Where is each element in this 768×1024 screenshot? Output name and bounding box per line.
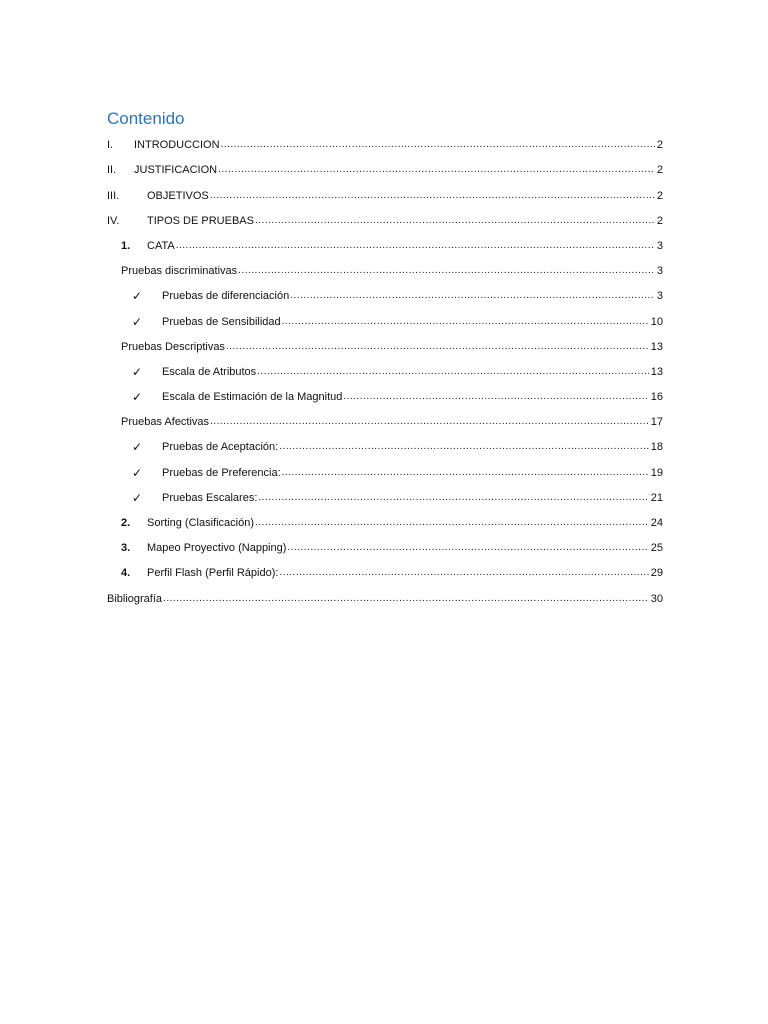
toc-label: Mapeo Proyectivo (Napping): [147, 542, 287, 555]
toc-title: Contenido: [107, 109, 185, 128]
toc-page-number: 10: [650, 315, 663, 328]
toc-entry-bibliografia[interactable]: [107, 584, 663, 609]
toc-label: TIPOS DE PRUEBAS: [147, 214, 254, 227]
dot-leader: [282, 462, 649, 484]
toc-entry-pruebas-discriminativas[interactable]: [107, 257, 663, 282]
toc-page-number: 25: [650, 542, 663, 555]
dot-leader: [279, 562, 648, 584]
dot-leader: [221, 134, 655, 156]
toc-entry-pruebas-descriptivas[interactable]: [107, 333, 663, 358]
toc-label: Bibliografía: [107, 592, 163, 605]
table-of-contents: [107, 131, 663, 610]
toc-label: INTRODUCCION: [134, 139, 220, 152]
toc-entry-escala-de-estimacion-de-la-magnitud[interactable]: [107, 383, 663, 408]
toc-entry-introduccion[interactable]: [107, 131, 663, 156]
checkmark-icon: ✓: [132, 490, 143, 505]
checkmark-icon: ✓: [132, 314, 143, 329]
toc-entry-escala-de-atributos[interactable]: [107, 358, 663, 383]
toc-entry-objetivos[interactable]: [107, 181, 663, 206]
toc-entry-mapeo-proyectivo[interactable]: [107, 534, 663, 559]
toc-label: Pruebas Descriptivas: [121, 340, 225, 353]
dot-leader: [282, 311, 649, 333]
toc-page-number: 13: [650, 340, 663, 353]
toc-marker: IV.: [107, 214, 120, 227]
toc-entry-tipos-de-pruebas[interactable]: [107, 207, 663, 232]
dot-leader: [255, 210, 655, 232]
toc-label: Pruebas de Sensibilidad: [162, 315, 281, 328]
toc-page-number: 24: [650, 517, 663, 529]
dot-leader: [255, 512, 649, 534]
toc-entry-perfil-flash[interactable]: [107, 559, 663, 584]
toc-entry-cata[interactable]: [107, 232, 663, 257]
toc-entry-pruebas-de-aceptacion[interactable]: [107, 433, 663, 458]
toc-entry-justificacion[interactable]: [107, 156, 663, 181]
toc-label: Pruebas de Preferencia:: [162, 466, 281, 479]
toc-marker: III.: [107, 189, 120, 202]
toc-marker: 3.: [121, 542, 131, 555]
dot-leader: [226, 336, 649, 358]
toc-entry-pruebas-escalares[interactable]: [107, 484, 663, 509]
toc-label: Escala de Atributos: [162, 365, 257, 378]
toc-page-number: 30: [650, 592, 663, 605]
toc-page-number: 13: [650, 365, 663, 378]
checkmark-icon: ✓: [132, 440, 143, 455]
dot-leader: [258, 487, 648, 509]
toc-page-number: 2: [656, 139, 663, 152]
toc-page-number: 3: [656, 239, 663, 252]
dot-leader: [210, 411, 649, 433]
toc-entry-pruebas-de-preferencia[interactable]: [107, 458, 663, 483]
toc-marker: I.: [107, 139, 114, 152]
toc-marker: 4.: [121, 567, 131, 580]
toc-label: OBJETIVOS: [147, 189, 209, 202]
dot-leader: [290, 285, 655, 307]
toc-label: Pruebas de diferenciación: [162, 290, 290, 303]
toc-page-number: 17: [650, 416, 663, 429]
toc-page-number: 16: [650, 391, 663, 404]
dot-leader: [343, 386, 648, 408]
toc-page-number: 19: [650, 466, 663, 479]
toc-page-number: 29: [650, 567, 663, 580]
dot-leader: [163, 588, 649, 610]
toc-page-number: 18: [650, 441, 663, 454]
toc-page-number: 2: [656, 164, 663, 177]
toc-page-number: 3: [656, 265, 663, 278]
toc-page-number: 2: [656, 189, 663, 202]
toc-page-number: 21: [650, 491, 663, 504]
toc-label: CATA: [147, 239, 175, 252]
toc-label: Pruebas discriminativas: [121, 265, 238, 278]
toc-page-number: 3: [656, 290, 663, 303]
checkmark-icon: ✓: [132, 390, 143, 405]
checkmark-icon: ✓: [132, 364, 143, 379]
toc-marker: 1.: [121, 239, 131, 252]
toc-entry-pruebas-de-sensibilidad[interactable]: [107, 307, 663, 332]
dot-leader: [176, 235, 655, 257]
toc-marker: 2.: [121, 517, 131, 529]
dot-leader: [287, 537, 648, 559]
toc-label: Pruebas Afectivas: [121, 416, 210, 429]
dot-leader: [279, 436, 649, 458]
toc-label: Escala de Estimación de la Magnitud: [162, 391, 343, 404]
toc-label: Sorting (Clasificación): [147, 517, 254, 529]
checkmark-icon: ✓: [132, 289, 143, 304]
toc-label: Pruebas Escalares:: [162, 491, 258, 504]
dot-leader: [210, 185, 655, 207]
toc-entry-sorting[interactable]: [107, 509, 663, 534]
toc-label: Pruebas de Aceptación:: [162, 441, 279, 454]
toc-marker: II.: [107, 164, 117, 177]
dot-leader: [218, 159, 655, 181]
dot-leader: [238, 260, 655, 282]
dot-leader: [257, 361, 649, 383]
toc-label: Perfil Flash (Perfil Rápido):: [147, 567, 279, 580]
toc-label: JUSTIFICACION: [134, 164, 218, 177]
toc-page-number: 2: [656, 214, 663, 227]
toc-entry-pruebas-de-diferenciacion[interactable]: [107, 282, 663, 307]
checkmark-icon: ✓: [132, 465, 143, 480]
toc-entry-pruebas-afectivas[interactable]: [107, 408, 663, 433]
